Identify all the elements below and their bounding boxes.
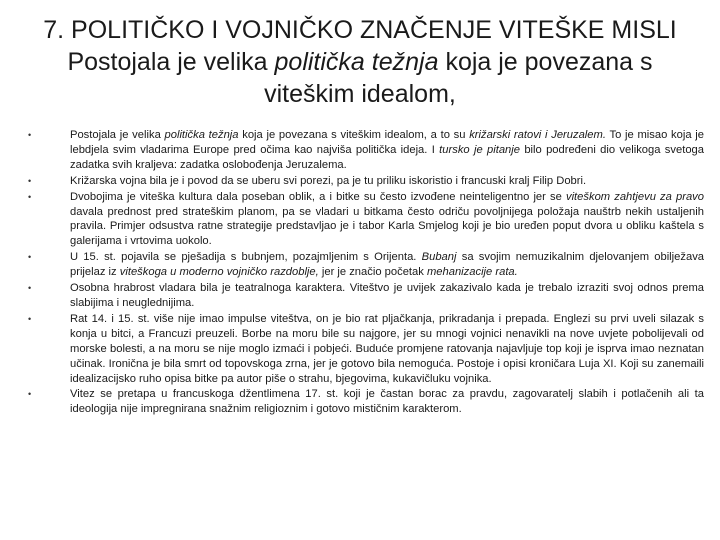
bullet-text: davala prednost pred strateškim planom, pa se vladari u bitkama često odriču povoljnijega položaja nauštrb nekih ustaljenih pravila. Primjer odsustva ratne strategije predstavljao je i tabor Karla Smjelog koji je bio uređen poput dvora u obliku kaštela s galerijama i vrtovima uokolo. bbox=[70, 205, 704, 248]
bullet-text: bilo podređeni dio velikoga svetoga zadatka svih kraljeva: zadatka oslobođenja Jeruzalema. bbox=[70, 143, 704, 171]
bullet-dot-icon: • bbox=[28, 252, 32, 263]
bullet-item bbox=[28, 250, 704, 280]
bullet-item bbox=[28, 190, 704, 250]
bullet-text-italic: mehanizacije rata. bbox=[426, 266, 518, 279]
bullet-text-italic: Bubanj bbox=[421, 251, 457, 264]
bullet-dot-icon: • bbox=[28, 313, 32, 324]
bullet-text: Rat 14. i 15. st. više nije imao impulse viteštva, on je bio rat pljačkanja, prikradanja i prepada. Englezi su prvi uveli silazak s konja u bitci, a Francuzi preuzeli. Borbe na moru bile su najgore, jer su mnogi vojnici nenavikli na nove uvjete pobolijevali od morske bolesti, a na moru se nije moglo izmaći i pobjeći. Buduće promjene ratovanja najavljuje top koji je isprva imao neznatan učinak. Ironična je bila smrt od topovskoga zrna, jer je gotovo bila nemoguća. Postoje i opisi kroničara Luja XI. Koji su zanemaili idealizacijsko ruho opisa bitke pa autor piše o strahu, bjegovima, kukavičluku vojnika. bbox=[70, 312, 704, 385]
title-line-2-text-end: koja je povezana s bbox=[438, 48, 653, 76]
title-line-2 bbox=[40, 46, 680, 78]
bullet-item bbox=[28, 312, 704, 387]
bullet-text: U 15. st. pojavila se pješadija s bubnjem, pozajmljenim s Orijenta. bbox=[70, 251, 422, 264]
bullet-dot-icon: • bbox=[28, 130, 32, 140]
bullet-text-italic: politička težnja bbox=[164, 129, 239, 141]
bullet-dot-icon: • bbox=[28, 389, 32, 400]
bullet-text: Osobna hrabrost vladara bila je teatralnoga karaktera. Viteštvo je uvijek zakazivalo kada je trebalo izraziti svoj odnos prema slabijima i neuglednijima. bbox=[70, 282, 704, 309]
bullet-text-italic: tursko je pitanje bbox=[439, 143, 520, 156]
title-line-1: 7. POLITIČKO I VOJNIČKO ZNAČENJE VITEŠKE MISLI bbox=[43, 16, 677, 44]
bullet-text-italic: viteškom zahtjevu za pravo bbox=[565, 190, 704, 203]
bullet-text: jer je značio početak bbox=[318, 266, 427, 279]
bullet-text: Križarska vojna bila je i povod da se uberu svi porezi, pa je tu priliku iskoristio i francuski kralj Filip Dobri. bbox=[70, 174, 587, 187]
title-line-3: viteškim idealom, bbox=[264, 80, 456, 108]
bullet-item bbox=[28, 387, 704, 417]
bullet-item bbox=[28, 281, 704, 311]
bullet-dot-icon: • bbox=[28, 283, 32, 294]
bullet-text-italic: viteškoga u moderno vojničko razdoblje, bbox=[119, 266, 319, 279]
bullet-text: To je misao koja je lebdjela svim vladarima Europe pred očima kao najviša politička ideja. I bbox=[70, 129, 704, 156]
title-line-2-text: Postojala je velika bbox=[67, 48, 275, 76]
bullet-text: sa svojim nemuzikalnim djelovanjem obilježava prijelaz iz bbox=[70, 251, 705, 279]
title-line-2-italic: politička težnja bbox=[274, 48, 439, 76]
bullet-dot-icon: • bbox=[28, 191, 32, 202]
bullet-text: Dvobojima je viteška kultura dala poseban oblik, a i bitke su često izvođene neinteligentno jer se bbox=[70, 190, 566, 203]
bullet-list bbox=[28, 128, 704, 417]
bullet-item bbox=[28, 174, 704, 189]
bullet-item bbox=[28, 128, 704, 173]
bullet-text: Vitez se pretapa u francuskoga džentlimena 17. st. koji je častan borac za pravdu, zagovaratelj slabih i potlačenih ali ta ideologija nije impregnirana snažnim religioznim i gotovo mističnim karakterom. bbox=[70, 388, 704, 416]
bullet-dot-icon: • bbox=[28, 175, 32, 186]
bullet-text-italic: križarski ratovi i Jeruzalem. bbox=[469, 129, 606, 141]
bullet-text: koja je povezana s viteškim idealom, a to su bbox=[238, 129, 470, 141]
bullet-text: Postojala je velika bbox=[70, 129, 165, 141]
slide-title bbox=[40, 14, 680, 110]
